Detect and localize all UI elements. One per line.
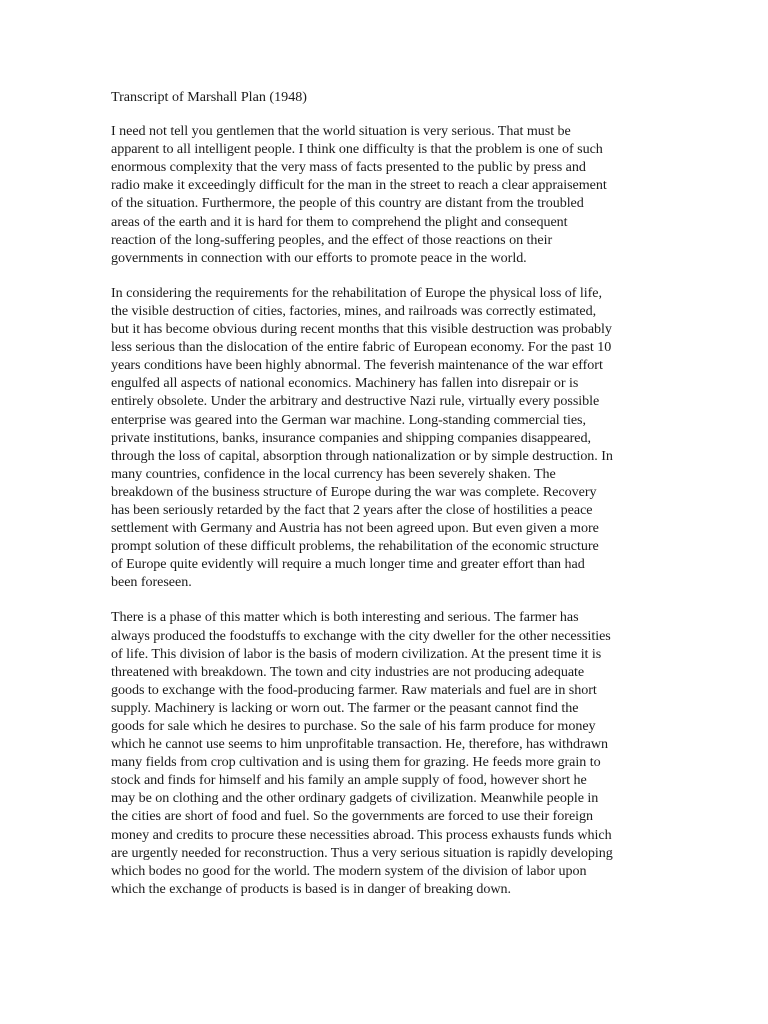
- text-line: I need not tell you gentlemen that the world situation is very serious. That must be: [111, 123, 571, 140]
- text-line: goods for sale which he desires to purchase. So the sale of his farm produce for money: [111, 718, 596, 734]
- text-line: enormous complexity that the very mass of facts presented to the public by press and: [111, 159, 586, 176]
- text-line: governments in connection with our efforts to promote peace in the world.: [111, 249, 527, 266]
- text-line: entirely obsolete. Under the arbitrary and destructive Nazi rule, virtually every possible: [111, 393, 600, 410]
- text-line: supply. Machinery is lacking or worn out. The farmer or the peasant cannot find the: [111, 699, 579, 716]
- text-line: In considering the requirements for the rehabilitation of Europe the physical loss of life,: [111, 284, 602, 301]
- text-line: goods to exchange with the food-producing farmer. Raw materials and fuel are in short: [111, 681, 597, 698]
- text-line: stock and finds for himself and his family an ample supply of food, however short he: [111, 772, 587, 789]
- paragraph-1: [111, 122, 728, 267]
- text-line: prompt solution of these difficult problems, the rehabilitation of the economic structure: [111, 538, 599, 555]
- text-line: threatened with breakdown. The town and city industries are not producing adequate: [111, 663, 585, 680]
- text-line: which bodes no good for the world. The modern system of the division of labor upon: [111, 862, 587, 879]
- text-line: breakdown of the business structure of Europe during the war was complete. Recovery: [111, 483, 597, 500]
- document-title: Transcript of Marshall Plan (1948): [111, 89, 307, 105]
- text-line: enterprise was geared into the German war machine. Long-standing commercial ties,: [111, 411, 586, 428]
- text-line: years conditions have been highly abnormal. The feverish maintenance of the war effort: [111, 357, 603, 374]
- text-line: many fields from crop cultivation and is using them for grazing. He feeds more grain to: [111, 754, 601, 771]
- text-line: settlement with Germany and Austria has not been agreed upon. But even given a more: [111, 520, 599, 537]
- text-line: are urgently needed for reconstruction. Thus a very serious situation is rapidly developing: [111, 844, 613, 861]
- text-line: private institutions, banks, insurance companies and shipping companies disappeared,: [111, 429, 591, 446]
- text-line: of life. This division of labor is the basis of modern civilization. At the present time it is: [111, 645, 602, 662]
- text-line: apparent to all intelligent people. I think one difficulty is that the problem is one of such: [111, 141, 603, 158]
- text-line: many countries, confidence in the local currency has been severely shaken. The: [111, 465, 556, 482]
- text-line: radio make it exceedingly difficult for the man in the street to reach a clear appraisement: [111, 177, 607, 194]
- text-line: of Europe quite evidently will require a much longer time and greater effort than had: [111, 556, 585, 573]
- text-line: always produced the foodstuffs to exchange with the city dweller for the other necessities: [111, 627, 611, 644]
- text-line: less serious than the dislocation of the entire fabric of European economy. For the past 10: [111, 339, 612, 356]
- text-line: engulfed all aspects of national economics. Machinery has fallen into disrepair or is: [111, 375, 579, 392]
- text-line: the cities are short of food and fuel. So the governments are forced to use their foreign: [111, 808, 594, 825]
- text-line: which he cannot use seems to him unprofitable transaction. He, therefore, has withdrawn: [111, 736, 608, 753]
- text-line: the visible destruction of cities, factories, mines, and railroads was correctly estimated,: [111, 302, 597, 319]
- paragraph-2: [111, 284, 728, 592]
- text-line: but it has become obvious during recent months that this visible destruction was probably: [111, 321, 612, 338]
- text-line: money and credits to procure these necessities abroad. This process exhausts funds which: [111, 826, 612, 843]
- text-line: has been seriously retarded by the fact that 2 years after the close of hostilities a peace: [111, 501, 593, 518]
- text-line: reaction of the long-suffering peoples, and the effect of those reactions on their: [111, 231, 553, 248]
- text-line: through the loss of capital, absorption through nationalization or by simple destruction. In: [111, 447, 613, 464]
- text-line: of the situation. Furthermore, the people of this country are distant from the troubled: [111, 195, 584, 212]
- text-line: which the exchange of products is based is in danger of breaking down.: [111, 880, 512, 897]
- text-line: been foreseen.: [111, 574, 192, 591]
- text-line: areas of the earth and it is hard for them to comprehend the plight and consequent: [111, 213, 568, 230]
- text-line: There is a phase of this matter which is both interesting and serious. The farmer has: [111, 609, 579, 626]
- text-line: may be on clothing and the other ordinary gadgets of civilization. Meanwhile people in: [111, 790, 599, 807]
- paragraph-3: [111, 608, 728, 898]
